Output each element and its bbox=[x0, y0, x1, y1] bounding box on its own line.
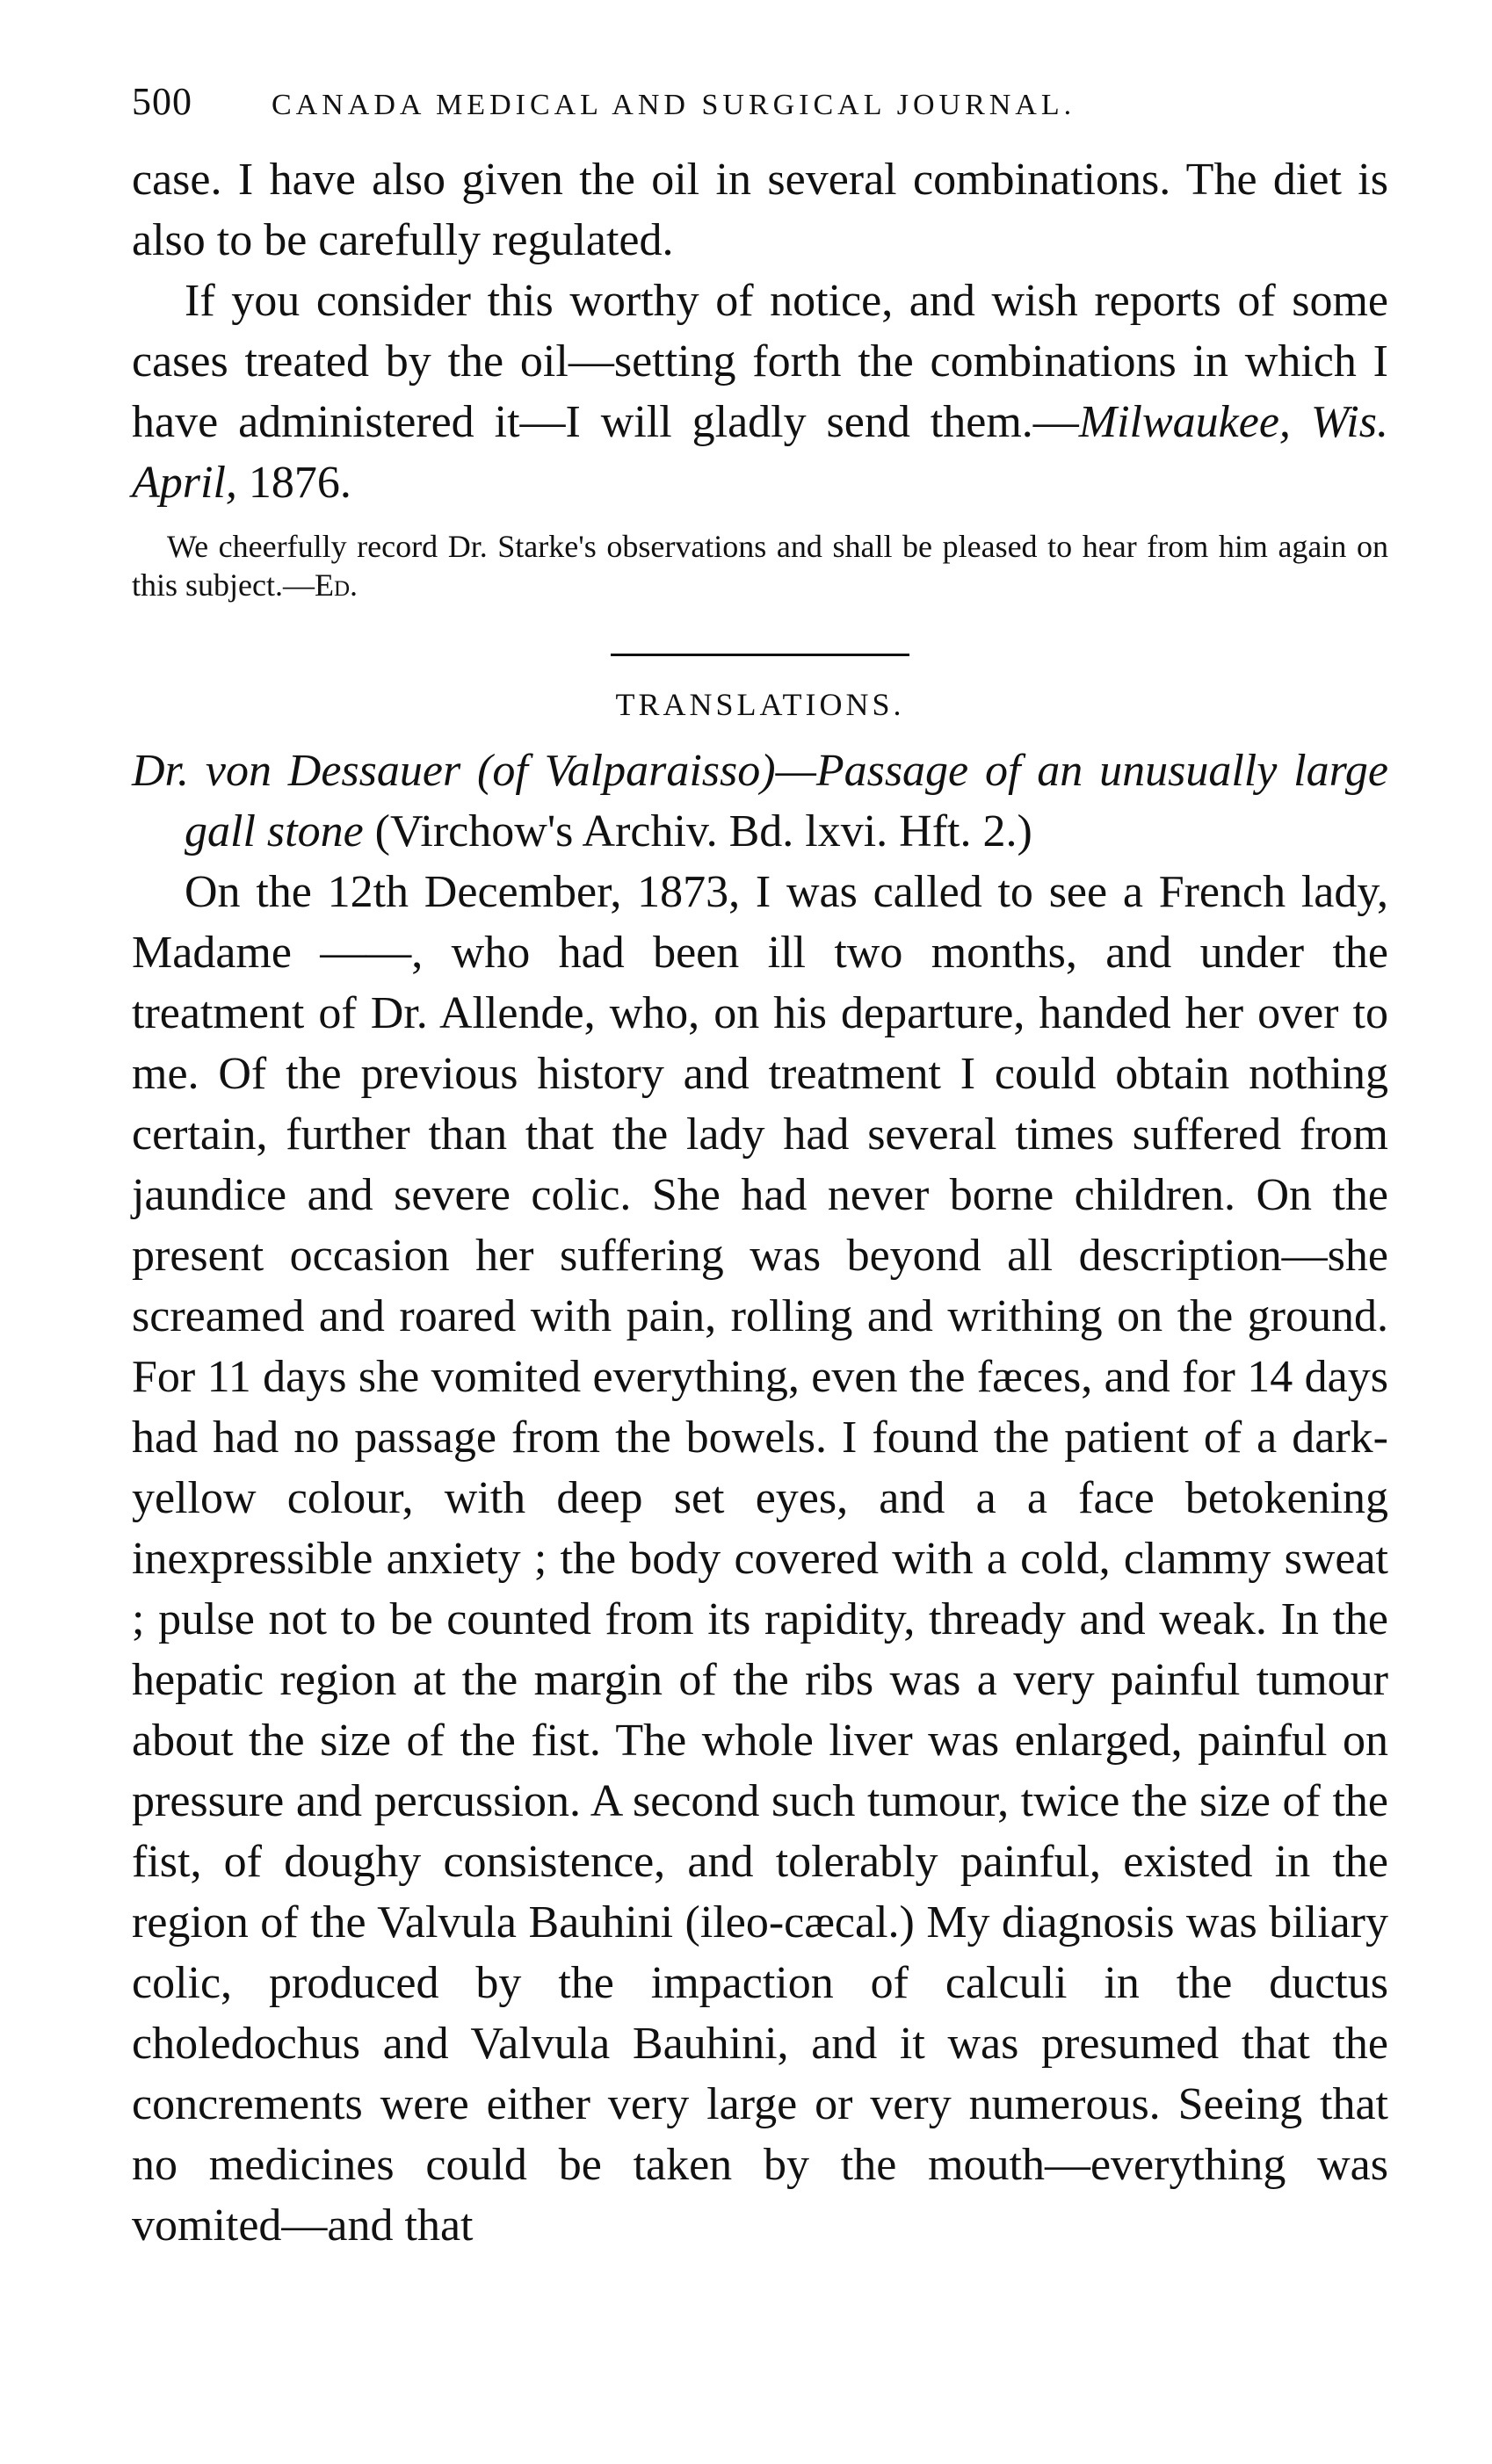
letter-text bbox=[132, 149, 1388, 513]
letter-paragraph-2 bbox=[132, 271, 1388, 513]
journal-title: CANADA MEDICAL AND SURGICAL JOURNAL. bbox=[272, 89, 1076, 121]
document-page bbox=[132, 79, 1388, 2256]
letter-paragraph-2-text: If you consider this worthy of notice, and wish reports of some cases treated by the oil—setting forth the combinations in which I have administered it—I will gladly send them.— bbox=[132, 276, 1388, 447]
article-paragraph: On the 12th December, 1873, I was called to see a French lady, Madame ——, who had been ill two months, and under the treatment of Dr. Allende, who, on his departure, handed her over to me. Of the previous history and treatment I could obtain nothing certain, further than that the lady had several times suffered from jaundice and severe colic. She had never borne children. On the present occasion her suffering was beyond all description—she screamed and roared with pain, rolling and writhing on the ground. For 11 days she vomited everything, even the fæces, and for 14 days had had no passage from the bowels. I found the patient of a dark-yellow colour, with deep set eyes, and a a face betokening inexpressible anxiety ; the body covered with a cold, clammy sweat ; pulse not to be counted from its rapidity, thready and weak. In the hepatic region at the margin of the ribs was a very painful tumour about the size of the fist. The whole liver was enlarged, painful on pressure and percussion. A second such tumour, twice the size of the fist, of doughy consistence, and tolerably painful, existed in the region of the Valvula Bauhini (ileo-cæcal.) My diagnosis was biliary colic, produced by the impaction of calculi in the ductus choledochus and Valvula Bauhini, and it was presumed that the concrements were either very large or very numerous. Seeing that no medicines could be taken by the mouth—everything was vomited—and that bbox=[132, 867, 1388, 2251]
article-body bbox=[132, 862, 1388, 2256]
article-source: (Virchow's Archiv. Bd. lxvi. Hft. 2.) bbox=[363, 806, 1032, 856]
letter-signoff-year: 1876. bbox=[236, 458, 351, 508]
editor-signature: Ed. bbox=[314, 567, 359, 603]
article-title bbox=[132, 741, 1388, 862]
running-head bbox=[132, 79, 1388, 149]
page-number: 500 bbox=[132, 80, 192, 123]
editor-note-text: We cheerfully record Dr. Starke's observations and shall be pleased to hear from him again on this subject.— bbox=[132, 529, 1388, 603]
section-divider bbox=[611, 654, 909, 656]
letter-paragraph-1: case. I have also given the oil in several combinations. The diet is also to be carefully regulated. bbox=[132, 155, 1388, 265]
letter-signoff-place: Milwaukee, Wis. April, bbox=[132, 397, 1388, 508]
section-heading: TRANSLATIONS. bbox=[615, 687, 905, 722]
article-title-italic: Dr. von Dessauer (of Valparaisso)—Passage of an unusually large gall stone bbox=[132, 746, 1388, 856]
editor-note bbox=[132, 527, 1388, 604]
